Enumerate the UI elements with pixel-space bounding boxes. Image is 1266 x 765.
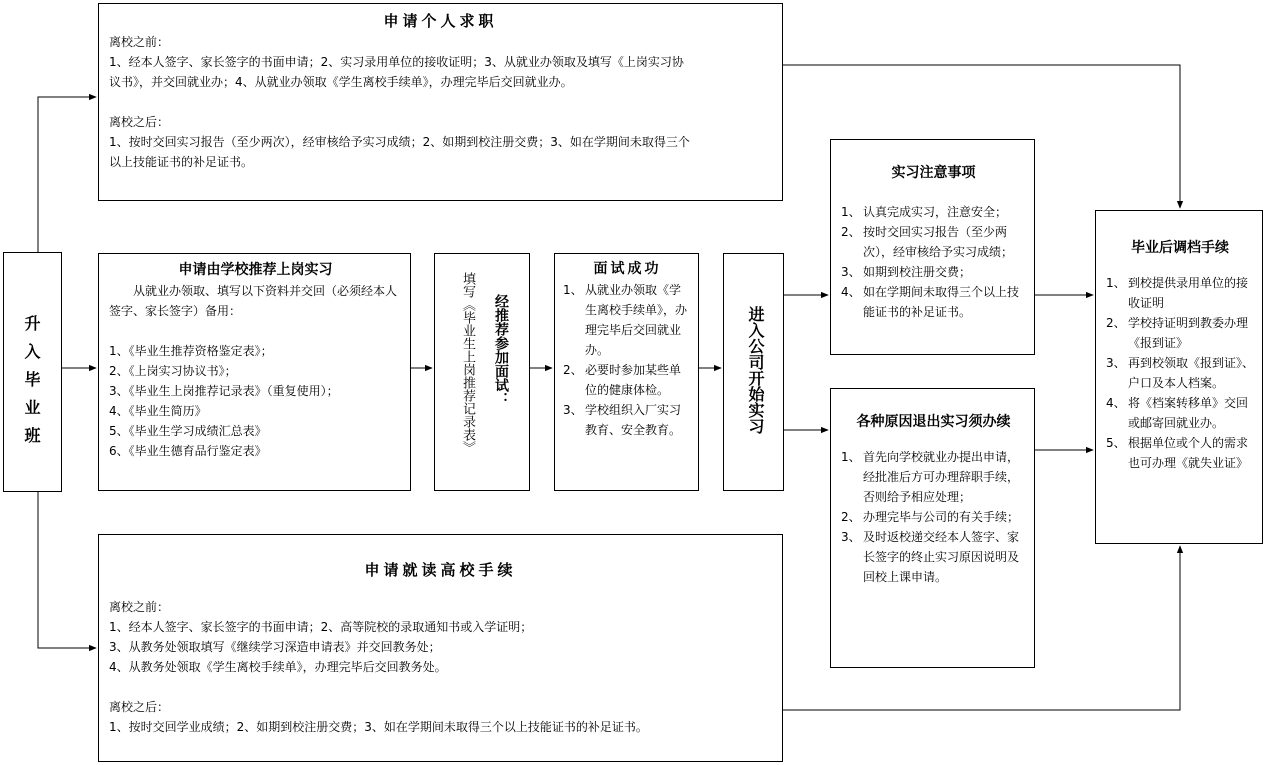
interview-item: 1、 从就业办领取《学生离校手续单》，办理完毕后交回就业办。 [563,283,688,357]
interview-item: 3、 学校组织入厂实习教育、安全教育。 [563,403,682,437]
enter-company-box [723,253,784,491]
college-title: 申请就读高校手续 [364,561,517,579]
notes-item: 3、 如期到校注册交费； [841,265,972,279]
notes-box [830,139,1035,355]
arrow-start-to-college [38,492,96,648]
enter-company-label: 进入公司开始实习 [746,306,765,434]
college-before-line: 1、经本人签字、家长签字的书面申请；2、高等院校的录取通知书或入学证明； [109,620,533,634]
college-after-line: 1、按时交回学业成绩；2、如期到校注册交费；3、如在学期间未取得三个以上技能证书的补足证书。 [109,720,648,734]
school-recommend-intro: 从就业办领取、填写以下资料并交回（必须经本人签字、家长签字）备用： [109,284,398,318]
personal-after-line: 1、按时交回实习报告（至少两次），经审核给予实习成绩；2、如期到校注册交费；3、如在学期间未取得三个 [109,135,690,149]
archive-item: 2、 学校持证明到教委办理《报到证》 [1106,316,1249,350]
personal-after-label: 离校之后： [109,115,170,129]
college-before-label: 离校之前： [109,600,170,614]
personal-after-line: 以上技能证书的补足证书。 [109,155,254,169]
archive-item: 4、 将《档案转移单》交回或邮寄回就业办。 [1106,396,1249,430]
school-recommend-title: 申请由学校推荐上岗实习 [178,262,333,278]
exit-item: 3、 及时返校递交经本人签字、家长签字的终止实习原因说明及回校上课申请。 [841,530,1020,584]
start-label: 升入毕业班 [22,315,41,455]
personal-before-line: 1、经本人签字、家长签字的书面申请；2、实习录用单位的接收证明；3、从就业办领取及填写《上岗实习协 [109,55,684,69]
archive-item: 3、 再到校领取《报到证》、户口及本人档案。 [1106,356,1255,390]
college-after-label: 离校之后： [109,700,170,714]
notes-item: 4、 如在学期间未取得三个以上技能证书的补足证书。 [841,285,1020,319]
fill-form-text: 填写《毕业生上岗推荐记录表》 [460,272,475,454]
personal-job-box [98,3,783,201]
archive-item: 5、 根据单位或个人的需求也可办理《就失业证》 [1106,436,1249,470]
personal-before-label: 离校之前： [109,35,170,49]
exit-title: 各种原因退出实习须办续 [856,414,1011,430]
notes-title: 实习注意事项 [891,165,976,181]
archive-item: 1、 到校提供录用单位的接收证明 [1106,276,1249,310]
archive-title: 毕业后调档手续 [1131,240,1229,256]
school-form-item: 3、《毕业生上岗推荐记录表》（重复使用）； [109,384,339,398]
arrow-start-to-personal [38,97,96,252]
archive-box [1095,210,1263,544]
start-node [3,252,62,492]
personal-job-title: 申请个人求职 [383,12,498,30]
interview-success-title: 面试成功 [593,261,662,277]
school-recommend-box [98,253,411,491]
school-form-item: 2、《上岗实习协议书》； [109,364,237,378]
personal-before-line: 议书》，并交回就业办；4、从就业办领取《学生离校手续单》，办理完毕后交回就业办。 [109,75,573,89]
exit-box [830,388,1035,668]
school-form-item: 4、《毕业生简历》 [109,404,207,418]
recommend-interview-text: 经推荐参加面试： [493,294,509,406]
college-box [98,534,783,762]
exit-item: 2、 办理完毕与公司的有关手续； [841,510,1020,524]
notes-item: 2、 按时交回实习报告（至少两次），经审核给予实习成绩； [841,225,1014,259]
school-form-item: 6、《毕业生德育品行鉴定表》 [109,444,267,458]
interview-item: 2、 必要时参加某些单位的健康体检。 [563,363,682,397]
fill-form-box [434,253,530,491]
notes-item: 1、 认真完成实习，注意安全； [841,205,1008,219]
exit-item: 1、 首先向学校就业办提出申请，经批准后方可办理辞职手续，否则给予相应处理； [841,450,1020,504]
school-form-item: 5、《毕业生学习成绩汇总表》 [109,424,267,438]
school-form-item: 1、《毕业生推荐资格鉴定表》； [109,344,273,358]
college-before-line: 4、从教务处领取《学生离校手续单》，办理完毕后交回教务处。 [109,660,447,674]
interview-success-box [554,253,699,491]
college-before-line: 3、从教务处领取填写《继续学习深造申请表》并交回教务处； [109,640,441,654]
